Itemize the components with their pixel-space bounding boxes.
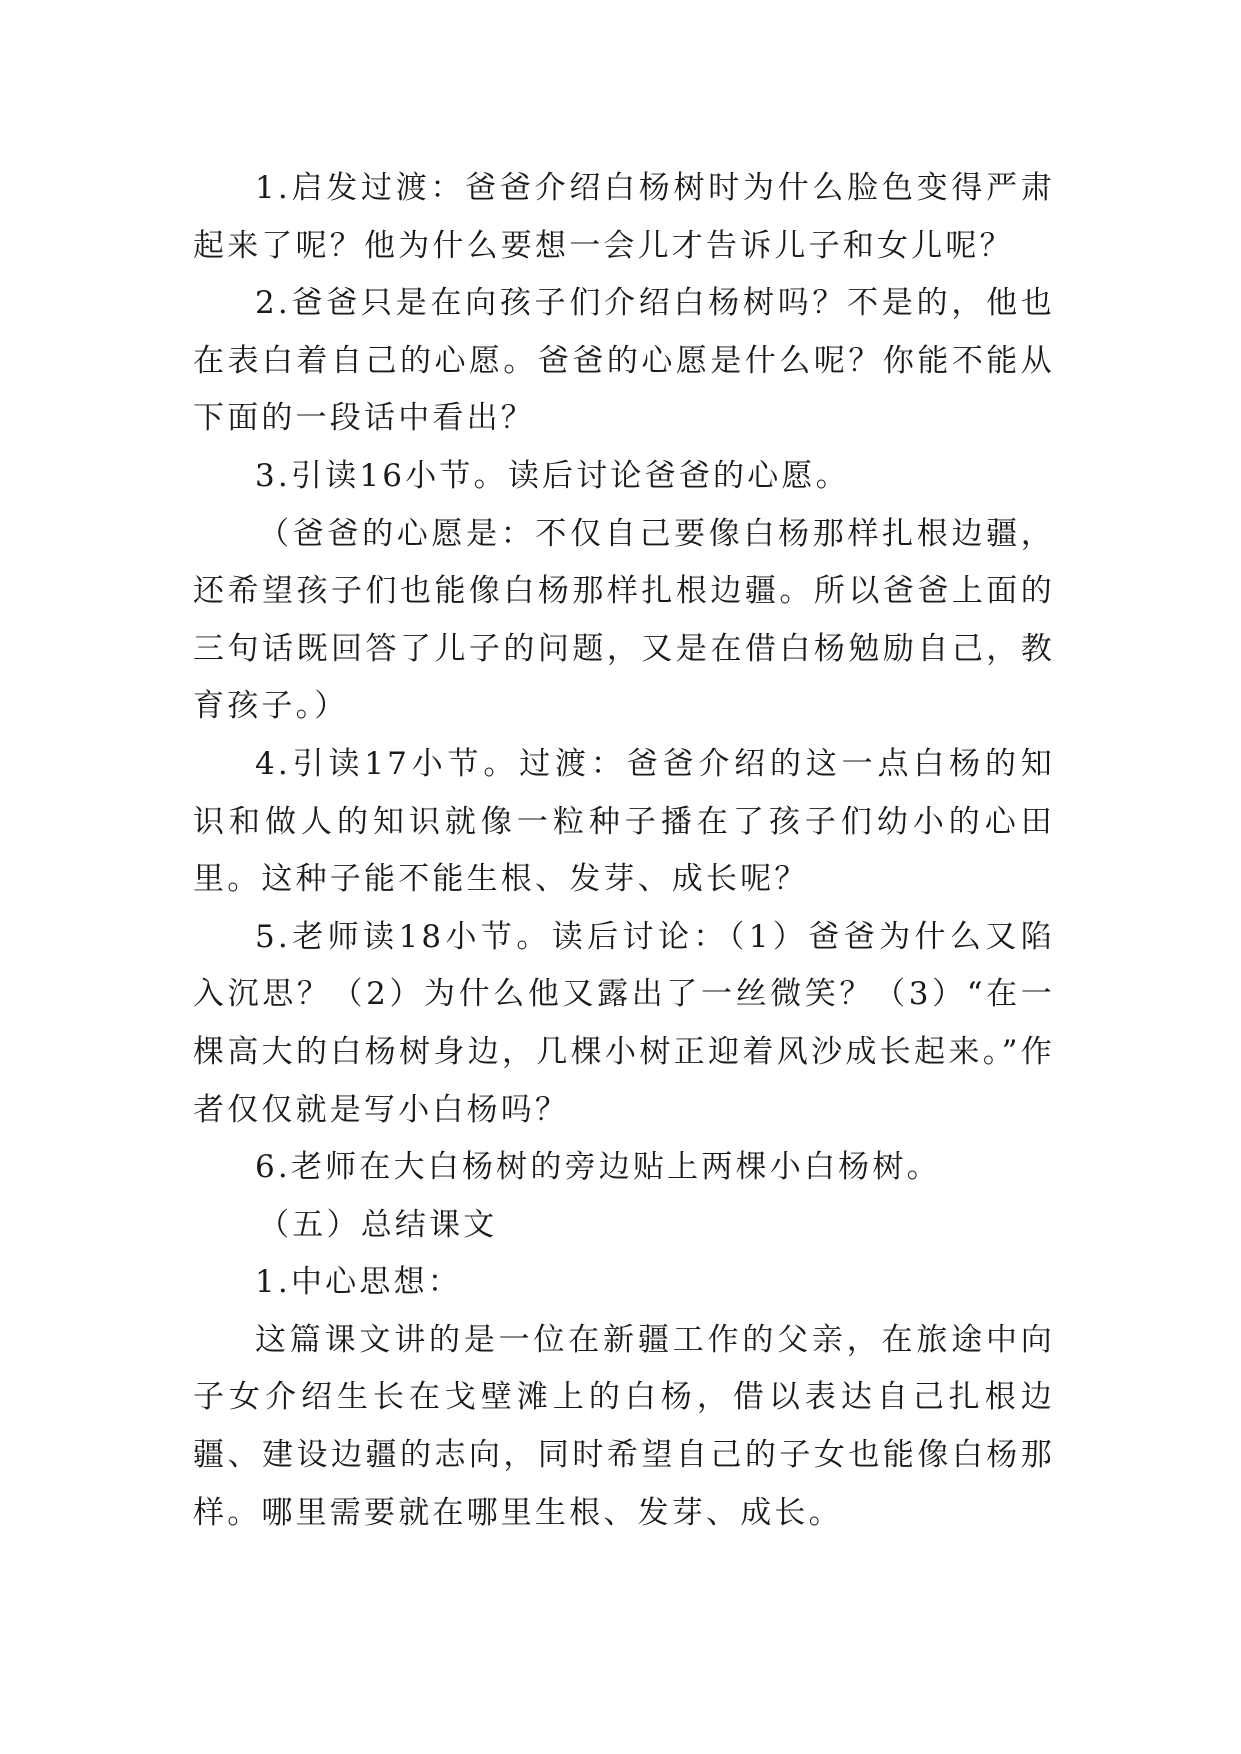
paragraph-2: 2.爸爸只是在向孩子们介绍白杨树吗？不是的，他也在表白着自己的心愿。爸爸的心愿是什么呢？你能不能从下面的一段话中看出？ bbox=[193, 285, 1055, 437]
paragraph-5: 4.引读17小节。过渡：爸爸介绍的这一点白杨的知识和做人的知识就像一粒种子播在了孩子们幼小的心田里。这种子能不能生根、发芽、成长呢？ bbox=[193, 745, 1055, 898]
document-body bbox=[193, 160, 1055, 1542]
paragraph-4: （爸爸的心愿是：不仅自己要像白杨那样扎根边疆，还希望孩子们也能像白杨那样扎根边疆。所以爸爸上面的三句话既回答了儿子的问题，又是在借白杨勉励自己，教育孩子。） bbox=[193, 515, 1055, 725]
section-heading: （五）总结课文 bbox=[258, 1206, 498, 1243]
paragraph-10: 这篇课文讲的是一位在新疆工作的父亲，在旅途中向子女介绍生长在戈壁滩上的白杨，借以表达自己扎根边疆、建设边疆的志向，同时希望自己的子女也能像白杨那样。哪里需要就在哪里生根、发芽、成长。 bbox=[193, 1321, 1055, 1531]
paragraph-9: 1.中心思想： bbox=[255, 1264, 462, 1301]
paragraph-1: 1.启发过渡：爸爸介绍白杨树时为什么脸色变得严肃起来了呢？他为什么要想一会儿才告诉儿子和女儿呢？ bbox=[193, 170, 1055, 264]
paragraph-6: 5.老师读18小节。读后讨论：（1）爸爸为什么又陷入沉思？（2）为什么他又露出了一丝微笑？（3）“在一棵高大的白杨树身边，几棵小树正迎着风沙成长起来。”作者仅仅就是写小白杨吗？ bbox=[193, 918, 1055, 1128]
paragraph-7: 6.老师在大白杨树的旁边贴上两棵小白杨树。 bbox=[255, 1149, 941, 1186]
paragraph-3: 3.引读16小节。读后讨论爸爸的心愿。 bbox=[255, 457, 850, 494]
